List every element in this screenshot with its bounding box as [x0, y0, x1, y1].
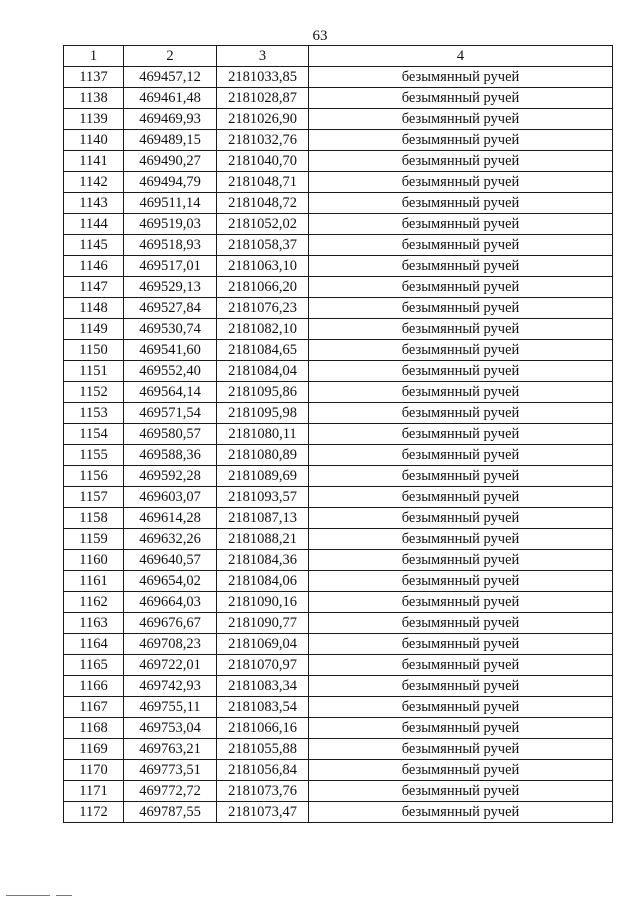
- point-number-cell: 1140: [64, 130, 124, 151]
- point-number-cell: 1138: [64, 88, 124, 109]
- y-coordinate-cell: 2181055,88: [217, 739, 309, 760]
- y-coordinate-cell: 2181028,87: [217, 88, 309, 109]
- x-coordinate-cell: 469530,74: [124, 319, 217, 340]
- x-coordinate-cell: 469489,15: [124, 130, 217, 151]
- point-number-cell: 1169: [64, 739, 124, 760]
- header-col-2: 2: [124, 46, 217, 67]
- description-cell: безымянный ручей: [309, 487, 613, 508]
- y-coordinate-cell: 2181087,13: [217, 508, 309, 529]
- y-coordinate-cell: 2181073,76: [217, 781, 309, 802]
- description-cell: безымянный ручей: [309, 235, 613, 256]
- x-coordinate-cell: 469772,72: [124, 781, 217, 802]
- y-coordinate-cell: 2181083,34: [217, 676, 309, 697]
- header-col-3: 3: [217, 46, 309, 67]
- point-number-cell: 1171: [64, 781, 124, 802]
- description-cell: безымянный ручей: [309, 634, 613, 655]
- table-body: [64, 67, 613, 823]
- description-cell: безымянный ручей: [309, 760, 613, 781]
- point-number-cell: 1160: [64, 550, 124, 571]
- y-coordinate-cell: 2181083,54: [217, 697, 309, 718]
- point-number-cell: 1146: [64, 256, 124, 277]
- table-row: [64, 403, 613, 424]
- description-cell: безымянный ручей: [309, 697, 613, 718]
- table-row: [64, 340, 613, 361]
- y-coordinate-cell: 2181095,98: [217, 403, 309, 424]
- page-number: 63: [312, 28, 328, 44]
- header-col-1: 1: [64, 46, 124, 67]
- point-number-cell: 1172: [64, 802, 124, 823]
- description-cell: безымянный ручей: [309, 655, 613, 676]
- x-coordinate-cell: 469469,93: [124, 109, 217, 130]
- table-row: [64, 802, 613, 823]
- y-coordinate-cell: 2181084,36: [217, 550, 309, 571]
- x-coordinate-cell: 469654,02: [124, 571, 217, 592]
- point-number-cell: 1147: [64, 277, 124, 298]
- header-col-4: 4: [309, 46, 613, 67]
- table-row: [64, 760, 613, 781]
- point-number-cell: 1162: [64, 592, 124, 613]
- table-row: [64, 88, 613, 109]
- point-number-cell: 1164: [64, 634, 124, 655]
- description-cell: безымянный ручей: [309, 613, 613, 634]
- description-cell: безымянный ручей: [309, 88, 613, 109]
- x-coordinate-cell: 469494,79: [124, 172, 217, 193]
- y-coordinate-cell: 2181063,10: [217, 256, 309, 277]
- x-coordinate-cell: 469603,07: [124, 487, 217, 508]
- point-number-cell: 1143: [64, 193, 124, 214]
- y-coordinate-cell: 2181090,77: [217, 613, 309, 634]
- table-row: [64, 424, 613, 445]
- description-cell: безымянный ручей: [309, 172, 613, 193]
- y-coordinate-cell: 2181066,16: [217, 718, 309, 739]
- y-coordinate-cell: 2181032,76: [217, 130, 309, 151]
- x-coordinate-cell: 469787,55: [124, 802, 217, 823]
- x-coordinate-cell: 469755,11: [124, 697, 217, 718]
- table-row: [64, 319, 613, 340]
- point-number-cell: 1159: [64, 529, 124, 550]
- description-cell: безымянный ручей: [309, 424, 613, 445]
- y-coordinate-cell: 2181084,65: [217, 340, 309, 361]
- y-coordinate-cell: 2181048,71: [217, 172, 309, 193]
- point-number-cell: 1155: [64, 445, 124, 466]
- table-row: [64, 571, 613, 592]
- description-cell: безымянный ручей: [309, 508, 613, 529]
- description-cell: безымянный ручей: [309, 130, 613, 151]
- description-cell: безымянный ручей: [309, 571, 613, 592]
- table-row: [64, 298, 613, 319]
- point-number-cell: 1151: [64, 361, 124, 382]
- table-row: [64, 550, 613, 571]
- table-row: [64, 193, 613, 214]
- description-cell: безымянный ручей: [309, 445, 613, 466]
- table-row: [64, 235, 613, 256]
- table-row: [64, 781, 613, 802]
- table-row: [64, 382, 613, 403]
- table-row: [64, 256, 613, 277]
- description-cell: безымянный ручей: [309, 781, 613, 802]
- y-coordinate-cell: 2181080,11: [217, 424, 309, 445]
- table-row: [64, 130, 613, 151]
- x-coordinate-cell: 469640,57: [124, 550, 217, 571]
- x-coordinate-cell: 469664,03: [124, 592, 217, 613]
- y-coordinate-cell: 2181052,02: [217, 214, 309, 235]
- x-coordinate-cell: 469552,40: [124, 361, 217, 382]
- x-coordinate-cell: 469517,01: [124, 256, 217, 277]
- description-cell: безымянный ручей: [309, 361, 613, 382]
- description-cell: безымянный ручей: [309, 718, 613, 739]
- table-row: [64, 214, 613, 235]
- y-coordinate-cell: 2181066,20: [217, 277, 309, 298]
- description-cell: безымянный ручей: [309, 319, 613, 340]
- description-cell: безымянный ручей: [309, 550, 613, 571]
- y-coordinate-cell: 2181089,69: [217, 466, 309, 487]
- table-row: [64, 277, 613, 298]
- table-row: [64, 739, 613, 760]
- point-number-cell: 1167: [64, 697, 124, 718]
- description-cell: безымянный ручей: [309, 382, 613, 403]
- y-coordinate-cell: 2181058,37: [217, 235, 309, 256]
- x-coordinate-cell: 469708,23: [124, 634, 217, 655]
- table-row: [64, 67, 613, 88]
- description-cell: безымянный ручей: [309, 256, 613, 277]
- table-row: [64, 508, 613, 529]
- description-cell: безымянный ручей: [309, 298, 613, 319]
- point-number-cell: 1152: [64, 382, 124, 403]
- y-coordinate-cell: 2181090,16: [217, 592, 309, 613]
- y-coordinate-cell: 2181088,21: [217, 529, 309, 550]
- point-number-cell: 1154: [64, 424, 124, 445]
- description-cell: безымянный ручей: [309, 277, 613, 298]
- x-coordinate-cell: 469527,84: [124, 298, 217, 319]
- description-cell: безымянный ручей: [309, 109, 613, 130]
- table-row: [64, 718, 613, 739]
- y-coordinate-cell: 2181040,70: [217, 151, 309, 172]
- x-coordinate-cell: 469722,01: [124, 655, 217, 676]
- x-coordinate-cell: 469773,51: [124, 760, 217, 781]
- x-coordinate-cell: 469564,14: [124, 382, 217, 403]
- x-coordinate-cell: 469763,21: [124, 739, 217, 760]
- y-coordinate-cell: 2181026,90: [217, 109, 309, 130]
- table-row: [64, 109, 613, 130]
- y-coordinate-cell: 2181070,97: [217, 655, 309, 676]
- y-coordinate-cell: 2181033,85: [217, 67, 309, 88]
- point-number-cell: 1156: [64, 466, 124, 487]
- table-row: [64, 676, 613, 697]
- table-row: [64, 445, 613, 466]
- x-coordinate-cell: 469457,12: [124, 67, 217, 88]
- x-coordinate-cell: 469614,28: [124, 508, 217, 529]
- x-coordinate-cell: 469632,26: [124, 529, 217, 550]
- point-number-cell: 1141: [64, 151, 124, 172]
- y-coordinate-cell: 2181056,84: [217, 760, 309, 781]
- point-number-cell: 1142: [64, 172, 124, 193]
- y-coordinate-cell: 2181082,10: [217, 319, 309, 340]
- description-cell: безымянный ручей: [309, 592, 613, 613]
- table-row: [64, 151, 613, 172]
- point-number-cell: 1148: [64, 298, 124, 319]
- point-number-cell: 1153: [64, 403, 124, 424]
- description-cell: безымянный ручей: [309, 403, 613, 424]
- coordinates-table: [63, 45, 613, 823]
- y-coordinate-cell: 2181069,04: [217, 634, 309, 655]
- table-row: [64, 361, 613, 382]
- x-coordinate-cell: 469592,28: [124, 466, 217, 487]
- table-row: [64, 613, 613, 634]
- x-coordinate-cell: 469518,93: [124, 235, 217, 256]
- y-coordinate-cell: 2181048,72: [217, 193, 309, 214]
- table-row: [64, 529, 613, 550]
- description-cell: безымянный ручей: [309, 214, 613, 235]
- point-number-cell: 1161: [64, 571, 124, 592]
- table-row: [64, 592, 613, 613]
- point-number-cell: 1165: [64, 655, 124, 676]
- table-row: [64, 487, 613, 508]
- point-number-cell: 1170: [64, 760, 124, 781]
- header-row: [64, 46, 613, 67]
- x-coordinate-cell: 469511,14: [124, 193, 217, 214]
- table-row: [64, 466, 613, 487]
- x-coordinate-cell: 469588,36: [124, 445, 217, 466]
- y-coordinate-cell: 2181076,23: [217, 298, 309, 319]
- table-row: [64, 697, 613, 718]
- point-number-cell: 1168: [64, 718, 124, 739]
- description-cell: безымянный ручей: [309, 193, 613, 214]
- point-number-cell: 1137: [64, 67, 124, 88]
- point-number-cell: 1163: [64, 613, 124, 634]
- x-coordinate-cell: 469461,48: [124, 88, 217, 109]
- y-coordinate-cell: 2181084,06: [217, 571, 309, 592]
- footer-rule-short: [56, 895, 72, 896]
- description-cell: безымянный ручей: [309, 529, 613, 550]
- table-row: [64, 655, 613, 676]
- description-cell: безымянный ручей: [309, 739, 613, 760]
- description-cell: безымянный ручей: [309, 340, 613, 361]
- point-number-cell: 1150: [64, 340, 124, 361]
- point-number-cell: 1157: [64, 487, 124, 508]
- description-cell: безымянный ручей: [309, 802, 613, 823]
- x-coordinate-cell: 469490,27: [124, 151, 217, 172]
- point-number-cell: 1144: [64, 214, 124, 235]
- footer-rule: [6, 895, 50, 896]
- table-row: [64, 172, 613, 193]
- x-coordinate-cell: 469571,54: [124, 403, 217, 424]
- y-coordinate-cell: 2181084,04: [217, 361, 309, 382]
- description-cell: безымянный ручей: [309, 151, 613, 172]
- table-row: [64, 634, 613, 655]
- y-coordinate-cell: 2181093,57: [217, 487, 309, 508]
- x-coordinate-cell: 469753,04: [124, 718, 217, 739]
- description-cell: безымянный ручей: [309, 676, 613, 697]
- point-number-cell: 1158: [64, 508, 124, 529]
- description-cell: безымянный ручей: [309, 466, 613, 487]
- x-coordinate-cell: 469529,13: [124, 277, 217, 298]
- x-coordinate-cell: 469519,03: [124, 214, 217, 235]
- x-coordinate-cell: 469541,60: [124, 340, 217, 361]
- x-coordinate-cell: 469580,57: [124, 424, 217, 445]
- table-header: [64, 46, 613, 67]
- point-number-cell: 1145: [64, 235, 124, 256]
- x-coordinate-cell: 469676,67: [124, 613, 217, 634]
- y-coordinate-cell: 2181080,89: [217, 445, 309, 466]
- y-coordinate-cell: 2181095,86: [217, 382, 309, 403]
- x-coordinate-cell: 469742,93: [124, 676, 217, 697]
- y-coordinate-cell: 2181073,47: [217, 802, 309, 823]
- description-cell: безымянный ручей: [309, 67, 613, 88]
- point-number-cell: 1139: [64, 109, 124, 130]
- point-number-cell: 1149: [64, 319, 124, 340]
- point-number-cell: 1166: [64, 676, 124, 697]
